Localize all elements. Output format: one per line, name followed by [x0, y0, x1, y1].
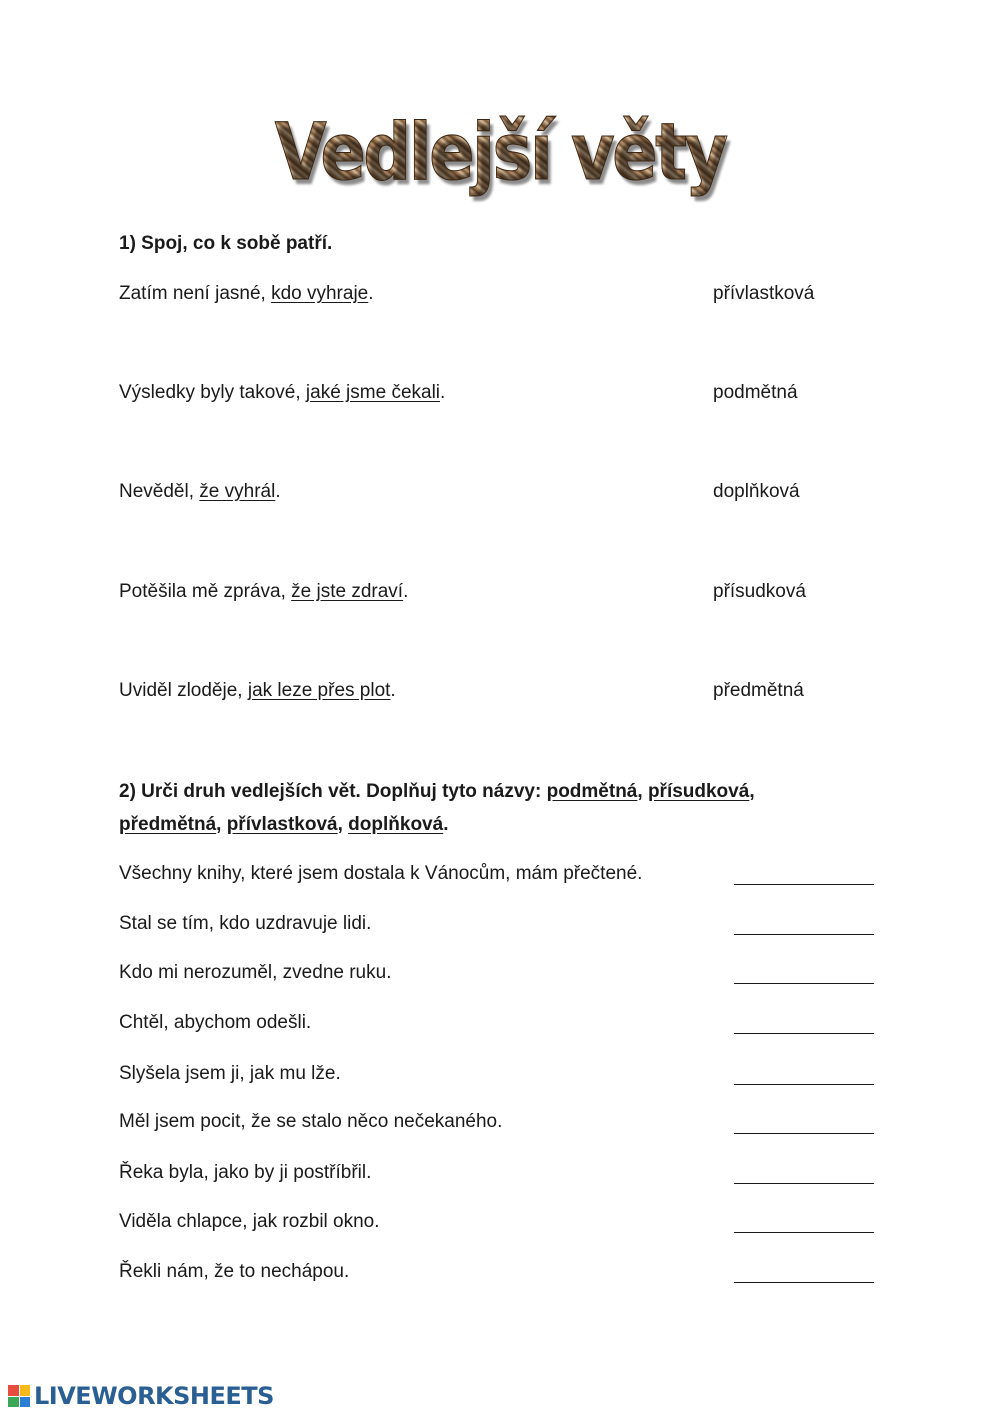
logo-text: LIVEWORKSHEETS — [34, 1382, 274, 1410]
logo-square — [20, 1385, 31, 1396]
task1-sentence[interactable]: Potěšila mě zpráva, že jste zdraví. — [119, 581, 409, 602]
task2-heading-line2: předmětná, přívlastková, doplňková. — [119, 814, 449, 835]
task2-sentence: Měl jsem pocit, že se stalo něco nečekaného. — [119, 1111, 503, 1132]
task2-sentence: Chtěl, abychom odešli. — [119, 1012, 312, 1033]
task2-sentence: Stal se tím, kdo uzdravuje lidi. — [119, 913, 372, 934]
task1-clause-type[interactable]: doplňková — [713, 481, 800, 502]
underlined-clause: jaké jsme čekali — [305, 382, 441, 403]
task2-sentence: Kdo mi nerozuměl, zvedne ruku. — [119, 962, 392, 983]
worksheet-title: Vedlejší věty — [274, 108, 726, 198]
answer-blank[interactable] — [734, 983, 874, 984]
answer-blank[interactable] — [734, 1232, 874, 1233]
task1-sentence[interactable]: Zatím není jasné, kdo vyhraje. — [119, 283, 374, 304]
answer-blank[interactable] — [734, 934, 874, 935]
task2-sentence: Řeka byla, jako by ji postříbřil. — [119, 1162, 372, 1183]
logo-square — [8, 1397, 19, 1408]
liveworksheets-logo-icon — [8, 1385, 30, 1407]
answer-blank[interactable] — [734, 1282, 874, 1283]
clause-name: doplňková — [348, 814, 444, 835]
underlined-clause: že jste zdraví — [291, 581, 404, 602]
answer-blank[interactable] — [734, 1033, 874, 1034]
answer-blank[interactable] — [734, 1084, 874, 1085]
clause-name: předmětná — [119, 814, 217, 835]
task1-clause-type[interactable]: přívlastková — [713, 283, 815, 304]
task2-heading: 2) Urči druh vedlejších vět. Doplňuj tyto názvy: podmětná, přísudková, — [119, 781, 755, 802]
answer-blank[interactable] — [734, 1133, 874, 1134]
task1-clause-type[interactable]: podmětná — [713, 382, 798, 403]
task1-clause-type[interactable]: přísudková — [713, 581, 806, 602]
answer-blank[interactable] — [734, 884, 874, 885]
task2-sentence: Řekli nám, že to nechápou. — [119, 1261, 350, 1282]
task1-sentence[interactable]: Uviděl zloděje, jak leze přes plot. — [119, 680, 396, 701]
logo-square — [8, 1385, 19, 1396]
task2-sentence: Slyšela jsem ji, jak mu lže. — [119, 1063, 341, 1084]
underlined-clause: jak leze přes plot — [247, 680, 391, 701]
answer-blank[interactable] — [734, 1183, 874, 1184]
task1-heading: 1) Spoj, co k sobě patří. — [119, 233, 333, 254]
clause-name: přísudková — [647, 781, 750, 802]
title-banner — [0, 108, 1000, 198]
task2-sentence: Všechny knihy, které jsem dostala k Vánocům, mám přečtené. — [119, 863, 643, 884]
task2-sentence: Viděla chlapce, jak rozbil okno. — [119, 1211, 380, 1232]
task1-sentence[interactable]: Výsledky byly takové, jaké jsme čekali. — [119, 382, 446, 403]
liveworksheets-logo[interactable] — [8, 1383, 274, 1409]
underlined-clause: kdo vyhraje — [271, 283, 369, 304]
clause-name: podmětná — [546, 781, 638, 802]
clause-name: přívlastková — [226, 814, 338, 835]
task1-sentence[interactable]: Nevěděl, že vyhrál. — [119, 481, 281, 502]
task1-clause-type[interactable]: předmětná — [713, 680, 804, 701]
logo-square — [20, 1397, 31, 1408]
underlined-clause: že vyhrál — [199, 481, 276, 502]
